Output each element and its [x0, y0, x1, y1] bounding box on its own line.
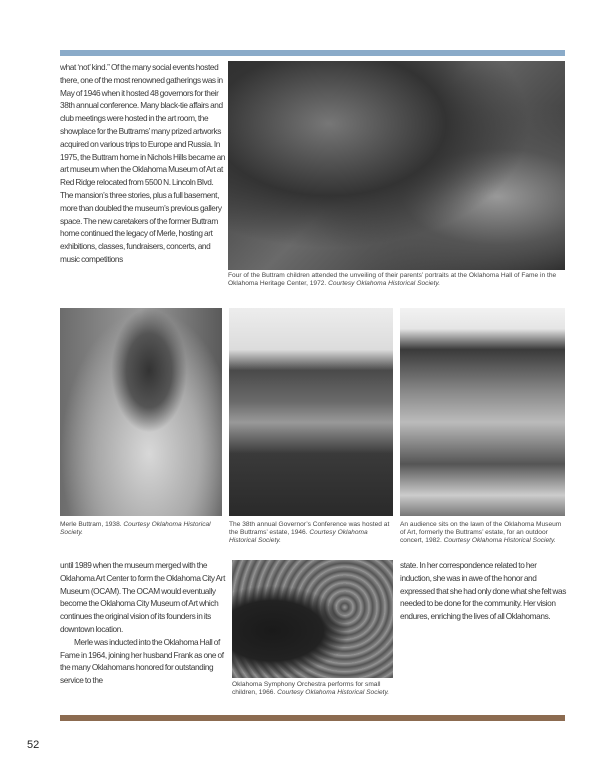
photo-merle-buttram	[60, 308, 222, 516]
caption-text: Oklahoma Symphony Orchestra performs for small children, 1966.	[232, 681, 381, 696]
text-column-bottom-left	[60, 559, 228, 687]
photo-governors-conference	[229, 308, 393, 516]
caption-governors	[229, 521, 393, 545]
bottom-rule	[60, 715, 565, 721]
caption-text: The 38th annual Governor’s Conference was hosted at the Buttrams’ estate, 1946.	[229, 521, 390, 536]
caption-text: Merle Buttram, 1938.	[60, 521, 124, 528]
page-number: 52	[27, 739, 40, 751]
caption-symphony	[232, 681, 397, 697]
caption-credit: Courtesy Oklahoma Historical Society.	[60, 521, 211, 536]
caption-credit: Courtesy Oklahoma Historical Society.	[277, 689, 390, 696]
photo-portrait-unveiling	[228, 61, 565, 270]
photo-lawn-concert	[400, 308, 565, 516]
caption-text: An audience sits on the lawn of the Oklahoma Museum of Art, formerly the Buttrams’ estate, for an outdoor concert, 1982.	[400, 521, 562, 544]
caption-portraits	[228, 272, 565, 288]
caption-credit: Courtesy Oklahoma Historical Society.	[229, 529, 368, 544]
paragraph: until 1989 when the museum merged with the Oklahoma Art Center to form the Oklahoma City Art Museum (OCAM). The OCAM would eventually become the Oklahoma City Museum of Art which continues the original vision of its founders in its downtown location.	[60, 560, 225, 634]
caption-credit: Courtesy Oklahoma Historical Society.	[443, 537, 556, 544]
caption-credit: Courtesy Oklahoma Historical Society.	[328, 280, 441, 287]
paragraph: Merle was inducted into the Oklahoma Hall of Fame in 1964, joining her husband Frank as one of the many Oklahomans honored for outstanding service to the	[60, 636, 224, 686]
photo-symphony-children	[232, 560, 393, 678]
text-column-top	[60, 61, 226, 266]
caption-text: Four of the Buttram children attended the unveiling of their parents’ portraits at the Oklahoma Hall of Fame in the Oklahoma Heritage Center, 1972.	[228, 272, 557, 287]
top-rule	[60, 50, 565, 56]
text-column-bottom-right	[400, 559, 568, 623]
paragraph: what ‘not’ kind.” Of the many social events hosted there, one of the most renowned gatherings was in May of 1946 when it hosted 48 governors for their 38th annual conference. Many black-tie affairs and club meetings were hosted in the art room, the showplace for the Buttrams’ many prized artworks acquired on various trips to Europe and Russia. In 1975, the Buttram home in Nichols Hills became an art museum when the Oklahoma Museum of Art at Red Ridge relocated from 5500 N. Lincoln Blvd. The mansion’s three stories, plus a full basement, more than doubled the museum’s previous gallery space. The new caretakers of the former Buttram home continued the legacy of Merle, hosting art exhibitions, classes, fundraisers, concerts, and music competitions	[60, 62, 226, 264]
paragraph: state. In her correspondence related to her induction, she was in awe of the honor and expressed that she had only done what she felt was needed to be done for the community. Her vision endures, enriching the lives of all Oklahomans.	[400, 560, 566, 622]
caption-concert	[400, 521, 565, 545]
caption-merle	[60, 521, 222, 537]
